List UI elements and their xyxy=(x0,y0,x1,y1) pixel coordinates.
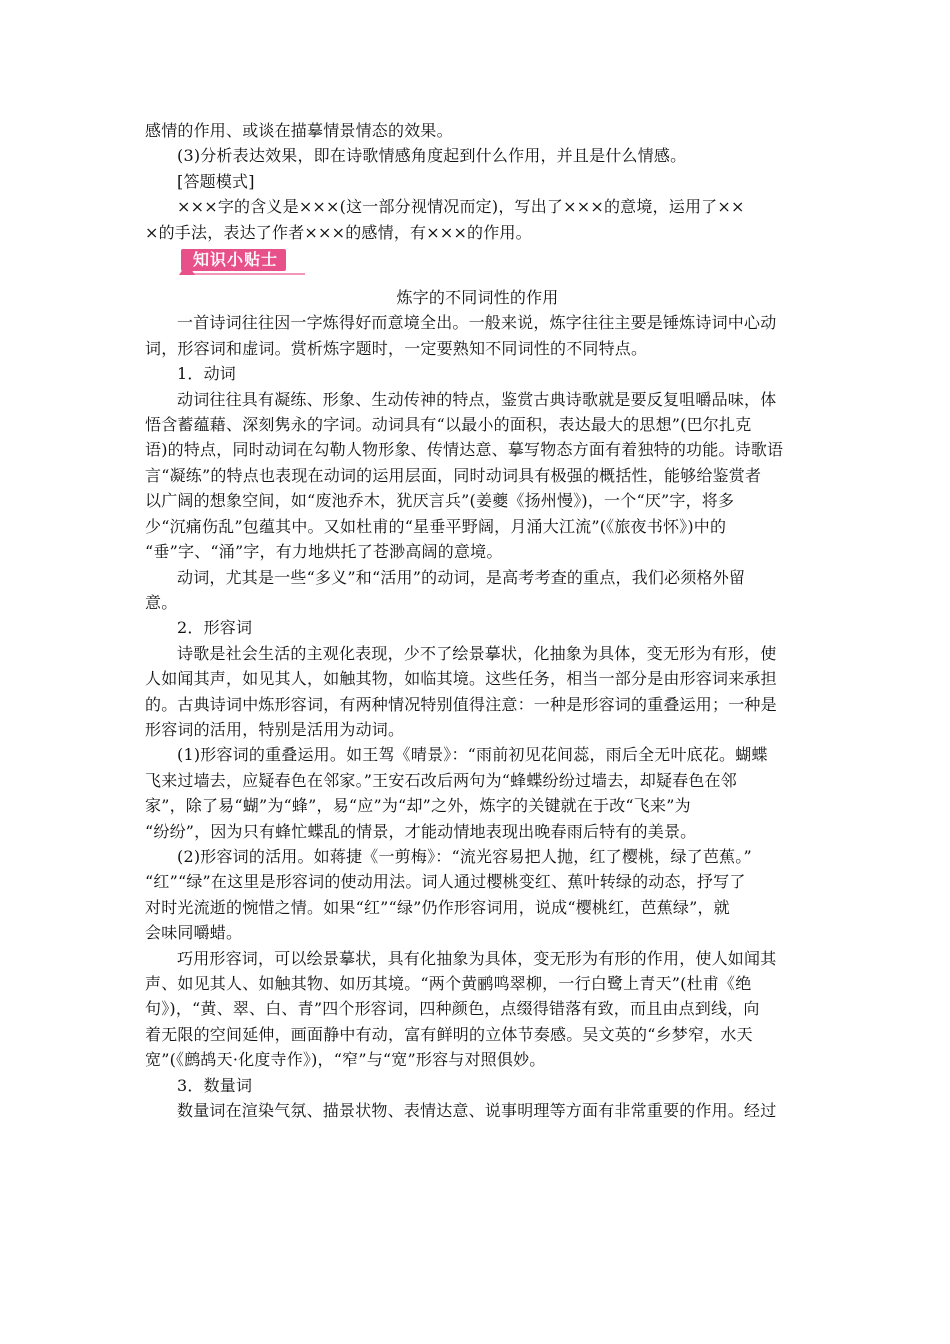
text-line: 语)的特点，同时动词在勾勒人物形象、传情达意、摹写物态方面有着独特的功能。诗歌语 xyxy=(145,440,784,460)
text-line: 2．形容词 xyxy=(177,618,253,638)
text-line: 飞来过墙去，应疑春色在邻家。”王安石改后两句为“蜂蝶纷纷过墙去，却疑春色在邻 xyxy=(145,770,737,790)
text-line: 感情的作用、或谈在描摹情景情态的效果。 xyxy=(145,121,453,140)
text-line: 3．数量词 xyxy=(177,1075,253,1095)
text-line: 着无限的空间延伸，画面静中有动，富有鲜明的立体节奏感。吴文英的“乡梦窄，水天 xyxy=(145,1024,753,1044)
text-line: “红”“绿”在这里是形容词的使动用法。词人通过樱桃变红、蕉叶转绿的动态，抒写了 xyxy=(145,872,746,892)
text-line: 巧用形容词，可以绘景摹状，具有化抽象为具体，变无形为有形的作用，使人如闻其 xyxy=(177,948,777,968)
body-text xyxy=(145,310,810,1123)
text-line: 数量词在渲染气氛、描景状物、表情达意、说事明理等方面有非常重要的作用。经过 xyxy=(177,1101,777,1121)
text-line: 悟含蓄蕴藉、深刻隽永的字词。动词具有“以最小的面积，表达最大的思想”(巴尔扎克 xyxy=(145,415,752,435)
banner-underline xyxy=(185,273,305,275)
text-line: “纷纷”，因为只有蜂忙蝶乱的情景，才能动情地表现出晚春雨后特有的美景。 xyxy=(145,821,697,841)
document-page xyxy=(145,118,810,1123)
text-line: 言“凝练”的特点也表现在动词的运用层面，同时动词具有极强的概括性，能够给鉴赏者 xyxy=(145,465,762,485)
text-line: 家”，除了易“蝴”为“蜂”，易“应”为“却”之外，炼字的关键就在于改“飞来”为 xyxy=(145,796,691,816)
text-line: ×的手法，表达了作者×××的感情，有×××的作用。 xyxy=(145,222,532,242)
text-line: 少“沉痛伤乱”包蕴其中。又如杜甫的“星垂平野阔，月涌大江流”(《旅夜书怀》)中的 xyxy=(145,516,727,536)
text-line: “垂”字、“涌”字，有力地烘托了苍渺高阔的意境。 xyxy=(145,542,503,562)
tip-banner-row xyxy=(145,245,810,285)
text-line: 句》)，“黄、翠、白、青”四个形容词，四种颜色，点缀得错落有致，而且由点到线，向 xyxy=(145,999,760,1019)
text-line: 对时光流逝的惋惜之情。如果“红”“绿”仍作形容词用，说成“樱桃红，芭蕉绿”，就 xyxy=(145,897,730,917)
text-line: 会味同嚼蜡。 xyxy=(145,923,243,943)
text-line: 人如闻其声，如见其人，如触其物，如临其境。这些任务，相当一部分是由形容词来承担 xyxy=(145,669,777,689)
section-subtitle: 炼字的不同词性的作用 xyxy=(396,288,559,308)
text-line: 意。 xyxy=(145,592,178,612)
text-line: [答题模式] xyxy=(177,171,255,191)
text-line: 声、如见其人、如触其物、如历其境。“两个黄鹂鸣翠柳，一行白鹭上青天”(杜甫《绝 xyxy=(145,974,752,993)
text-line: 诗歌是社会生活的主观化表现，少不了绘景摹状，化抽象为具体，变无形为有形，使 xyxy=(177,643,777,663)
tip-banner: 知识小贴士 xyxy=(181,249,286,271)
text-line: (2)形容词的活用。如蒋捷《一剪梅》：“流光容易把人抛，红了樱桃，绿了芭蕉。” xyxy=(177,846,752,866)
text-line: 词，形容词和虚词。赏析炼字题时，一定要熟知不同词性的不同特点。 xyxy=(145,338,648,358)
text-line: 形容词的活用，特别是活用为动词。 xyxy=(145,719,405,739)
text-line: 动词，尤其是一些“多义”和“活用”的动词，是高考考查的重点，我们必须格外留 xyxy=(177,567,746,587)
text-line: ×××字的含义是×××(这一部分视情况而定)，写出了×××的意境，运用了×× xyxy=(177,197,745,217)
text-line: 以广阔的想象空间，如“废池乔木，犹厌言兵”(姜夔《扬州慢》)，一个“厌”字，将多 xyxy=(145,491,735,511)
text-line: 的。古典诗词中炼形容词，有两种情况特别值得注意：一种是形容词的重叠运用；一种是 xyxy=(145,694,777,714)
text-line: 1．动词 xyxy=(177,364,236,384)
pre-section xyxy=(145,118,810,245)
text-line: (3)分析表达效果，即在诗歌情感角度起到什么作用，并且是什么情感。 xyxy=(177,146,687,166)
text-line: 动词往往具有凝练、形象、生动传神的特点，鉴赏古典诗歌就是要反复咀嚼品味，体 xyxy=(177,389,777,409)
text-line: 宽”(《鹧鸪天·化度寺作》)，“窄”与“宽”形容与对照俱妙。 xyxy=(145,1050,546,1070)
text-line: 一首诗词往往因一字炼得好而意境全出。一般来说，炼字往往主要是锤炼诗词中心动 xyxy=(177,313,777,333)
text-line: (1)形容词的重叠运用。如王驾《晴景》：“雨前初见花间蕊，雨后全无叶底花。蝴蝶 xyxy=(177,745,768,765)
